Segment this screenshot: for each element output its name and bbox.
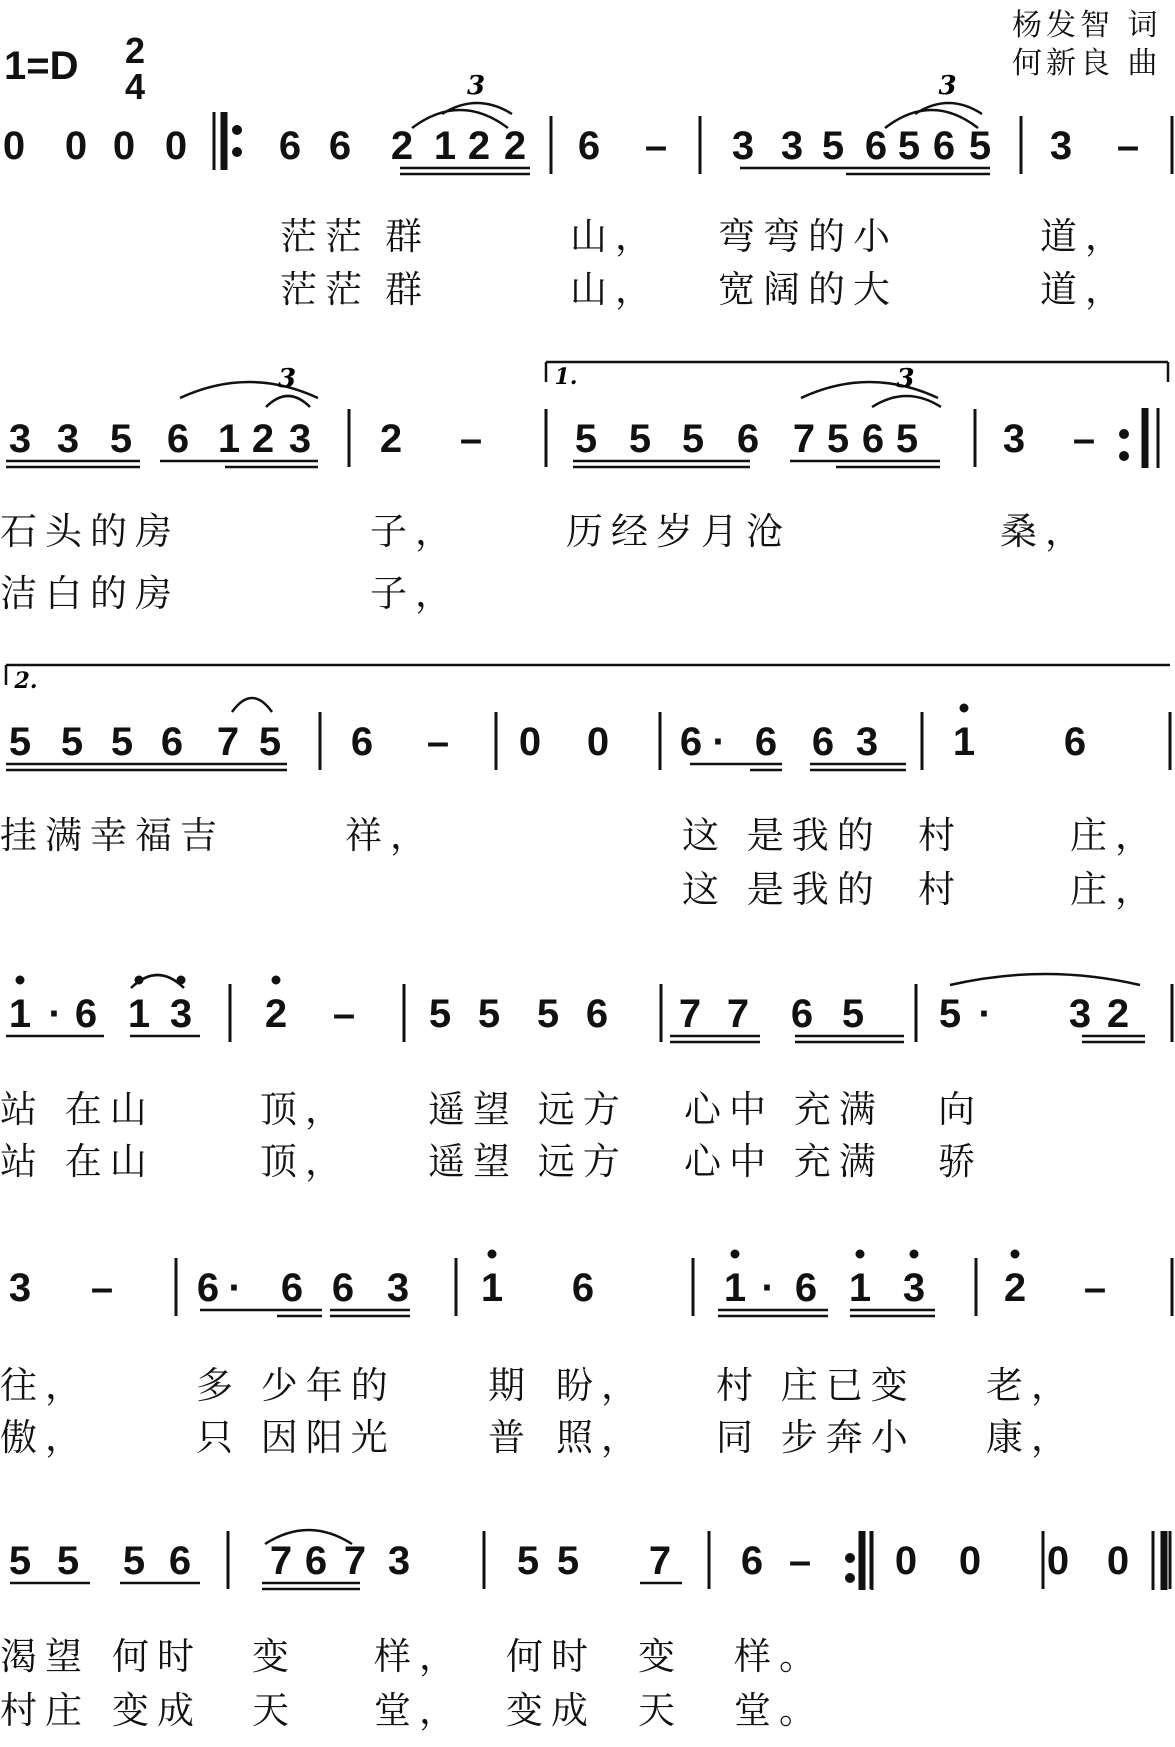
note: 5 <box>821 124 845 168</box>
lyric-syllable: 村 <box>918 868 963 911</box>
high-octave-dot <box>488 1250 497 1259</box>
note: 7 <box>343 1539 367 1583</box>
note: 0 <box>64 124 88 168</box>
note: 6 <box>166 417 190 461</box>
lyric-syllable: 道， <box>1040 215 1130 258</box>
lyric-syllable: 只 因阳光 <box>196 1416 396 1459</box>
lyric-syllable: 变成 <box>506 1689 596 1732</box>
note: 2 <box>503 124 527 168</box>
note: 6 <box>1063 720 1087 764</box>
note: 5 <box>841 992 865 1036</box>
key-signature: 1=D <box>4 44 79 88</box>
note: 2 <box>264 992 288 1036</box>
note: 0 <box>586 720 610 764</box>
lyric-syllable: 变 <box>252 1635 297 1678</box>
composer-credit: 何新良 曲 <box>1012 46 1162 81</box>
dash-sustain: – <box>426 720 450 764</box>
note: 5 <box>826 417 850 461</box>
note: 5 <box>897 124 921 168</box>
tuplet-number: 3 <box>938 71 957 101</box>
repeat-dot <box>845 1573 855 1583</box>
lyric-syllable: 向 <box>938 1088 983 1131</box>
slur <box>180 382 318 398</box>
lyric-syllable: 何时 <box>506 1635 596 1678</box>
note: 5 <box>122 1539 146 1583</box>
note: 6 <box>74 992 98 1036</box>
slur <box>950 974 1140 985</box>
high-octave-dot <box>16 976 25 985</box>
high-octave-dot <box>960 704 969 713</box>
lyric-syllable: 何时 <box>112 1635 202 1678</box>
volta-label: 2. <box>14 668 38 694</box>
note: 7 <box>216 720 240 764</box>
lyric-syllable: 道， <box>1040 268 1130 311</box>
lyric-syllable: 多 少年的 <box>196 1364 396 1407</box>
note: 6 <box>328 124 352 168</box>
lyric-syllable: 宽阔的大 <box>718 268 898 311</box>
note: 2 <box>390 124 414 168</box>
note: 5 <box>681 417 705 461</box>
note: 1 <box>952 720 976 764</box>
note: 1 <box>8 992 32 1036</box>
note: 3 <box>169 992 193 1036</box>
lyric-syllable: 子， <box>370 510 460 553</box>
note: 3 <box>1049 124 1073 168</box>
note: 3 <box>902 1266 926 1310</box>
high-octave-dot <box>135 976 144 985</box>
dash-sustain: – <box>1072 417 1096 461</box>
augmentation-dot: · <box>228 1266 242 1310</box>
slur <box>801 382 938 398</box>
lyric-syllable: 心中 充满 <box>684 1088 884 1131</box>
lyric-syllable: 祥， <box>345 814 435 857</box>
tuplet-number: 3 <box>277 364 297 394</box>
note: 2 <box>467 124 491 168</box>
note: 5 <box>428 992 452 1036</box>
note: 6 <box>280 1266 304 1310</box>
time-signature-bottom: 4 <box>124 66 146 107</box>
note: 5 <box>8 720 32 764</box>
note: 0 <box>112 124 136 168</box>
note: 1 <box>433 124 457 168</box>
repeat-dot <box>232 125 242 135</box>
lyric-syllable: 石头的房 <box>0 510 180 553</box>
dash-sustain: – <box>1083 1266 1107 1310</box>
lyric-syllable: 山， <box>570 268 660 311</box>
lyric-syllable: 站 在山 <box>0 1088 155 1131</box>
augmentation-dot: · <box>761 1266 775 1310</box>
lyric-syllable: 群 <box>385 268 430 311</box>
dash-sustain: – <box>788 1539 812 1583</box>
note: 3 <box>8 1266 32 1310</box>
note: 2 <box>379 417 403 461</box>
augmentation-dot: · <box>978 992 992 1036</box>
slur <box>232 698 272 712</box>
lyricist-credit: 杨发智 词 <box>1012 8 1162 43</box>
repeat-dot <box>1119 429 1129 439</box>
note: 6 <box>790 992 814 1036</box>
note: 7 <box>269 1539 293 1583</box>
lyric-syllable: 盼， <box>556 1364 646 1407</box>
note: 2 <box>1003 1266 1027 1310</box>
lyric-syllable: 顶， <box>260 1140 350 1183</box>
note: 5 <box>60 720 84 764</box>
dash-sustain: – <box>90 1266 114 1310</box>
repeat-dot <box>232 147 242 157</box>
high-octave-dot <box>856 1250 865 1259</box>
note: 1 <box>217 417 241 461</box>
note: 1 <box>480 1266 504 1310</box>
note: 1 <box>723 1266 747 1310</box>
lyric-syllable: 堂， <box>374 1689 464 1732</box>
note: 5 <box>8 1539 32 1583</box>
note: 7 <box>678 992 702 1036</box>
note: 5 <box>110 720 134 764</box>
lyric-syllable: 站 在山 <box>0 1140 155 1183</box>
note: 7 <box>648 1539 672 1583</box>
note: 3 <box>1002 417 1026 461</box>
note: 6 <box>932 124 956 168</box>
lyric-syllable: 变 <box>638 1635 683 1678</box>
lyric-syllable: 样， <box>374 1635 464 1678</box>
lyric-syllable: 天 <box>638 1689 683 1732</box>
high-octave-dot <box>272 976 281 985</box>
lyric-syllable: 群 <box>385 215 430 258</box>
note: 6 <box>331 1266 355 1310</box>
note: 3 <box>288 417 312 461</box>
dash-sustain: – <box>459 417 483 461</box>
lyric-syllable: 变成 <box>112 1689 202 1732</box>
note: 3 <box>855 720 879 764</box>
high-octave-dot <box>910 1250 919 1259</box>
note: 6 <box>571 1266 595 1310</box>
note: 0 <box>958 1539 982 1583</box>
note: 5 <box>938 992 962 1036</box>
tuplet-arc <box>872 396 941 407</box>
lyric-syllable: 村 <box>918 814 963 857</box>
lyric-syllable: 庄， <box>1070 868 1160 911</box>
dash-sustain: – <box>644 124 668 168</box>
lyric-syllable: 老， <box>986 1364 1076 1407</box>
note: 5 <box>574 417 598 461</box>
note: 6 <box>864 124 888 168</box>
note: 3 <box>56 417 80 461</box>
dash-sustain: – <box>1116 124 1140 168</box>
lyric-syllable: 渴望 <box>0 1635 90 1678</box>
note: 6 <box>754 720 778 764</box>
note: 0 <box>1106 1539 1130 1583</box>
lyric-syllable: 遥望 远方 <box>428 1088 628 1131</box>
note: 0 <box>164 124 188 168</box>
lyric-syllable: 历经岁月沧 <box>566 510 791 553</box>
repeat-dot <box>845 1553 855 1563</box>
tuplet-number: 3 <box>896 364 915 394</box>
note: 1 <box>848 1266 872 1310</box>
note: 0 <box>1046 1539 1070 1583</box>
time-signature-top: 2 <box>124 30 146 71</box>
lyric-syllable: 山， <box>570 215 660 258</box>
augmentation-dot: · <box>712 720 726 764</box>
note: 3 <box>387 1539 411 1583</box>
lyric-syllable: 天 <box>252 1689 297 1732</box>
note: 5 <box>56 1539 80 1583</box>
lyric-syllable: 这 是我的 <box>682 868 882 911</box>
high-octave-dot <box>177 976 186 985</box>
lyric-syllable: 茫茫 <box>280 215 370 258</box>
lyric-syllable: 子， <box>370 572 460 615</box>
lyric-syllable: 堂。 <box>734 1689 824 1732</box>
note: 3 <box>1068 992 1092 1036</box>
note: 3 <box>386 1266 410 1310</box>
lyric-syllable: 顶， <box>260 1088 350 1131</box>
note: 6 <box>736 417 760 461</box>
note: 7 <box>726 992 750 1036</box>
note: 6 <box>740 1539 764 1583</box>
note: 5 <box>477 992 501 1036</box>
note: 5 <box>895 417 919 461</box>
lyric-syllable: 心中 充满 <box>684 1140 884 1183</box>
note: 0 <box>894 1539 918 1583</box>
lyric-syllable: 普 <box>488 1416 533 1459</box>
lyric-syllable: 弯弯的小 <box>718 215 898 258</box>
note: 7 <box>792 417 816 461</box>
lyric-syllable: 同 步奔小 <box>716 1416 916 1459</box>
dash-sustain: – <box>332 992 356 1036</box>
lyric-syllable: 洁白的房 <box>0 572 180 615</box>
note: 5 <box>556 1539 580 1583</box>
lyric-syllable: 样。 <box>734 1635 824 1678</box>
lyric-syllable: 这 是我的 <box>682 814 882 857</box>
lyric-syllable: 遥望 远方 <box>428 1140 628 1183</box>
lyric-syllable: 庄， <box>1070 814 1160 857</box>
lyric-syllable: 茫茫 <box>280 268 370 311</box>
note: 6 <box>278 124 302 168</box>
note: 5 <box>536 992 560 1036</box>
lyric-syllable: 挂满幸福吉 <box>0 814 225 857</box>
augmentation-dot: · <box>48 992 62 1036</box>
lyric-syllable: 桑， <box>1000 510 1090 553</box>
note: 6 <box>168 1539 192 1583</box>
lyric-syllable: 骄 <box>938 1140 983 1183</box>
note: 2 <box>1106 992 1130 1036</box>
repeat-dot <box>1119 451 1129 461</box>
note: 6 <box>160 720 184 764</box>
note: 6 <box>585 992 609 1036</box>
note: 3 <box>780 124 804 168</box>
tuplet-arc <box>266 396 310 407</box>
note: 0 <box>518 720 542 764</box>
note: 5 <box>258 720 282 764</box>
note: 2 <box>251 417 275 461</box>
lyric-syllable: 照， <box>556 1416 646 1459</box>
note: 5 <box>109 417 133 461</box>
lyric-syllable: 村庄 <box>0 1689 90 1732</box>
note: 6 <box>350 720 374 764</box>
note: 6 <box>196 1266 220 1310</box>
note: 5 <box>628 417 652 461</box>
lyric-syllable: 期 <box>488 1364 533 1407</box>
note: 3 <box>731 124 755 168</box>
lyric-syllable: 村 庄已变 <box>716 1364 916 1407</box>
note: 6 <box>811 720 835 764</box>
note: 5 <box>968 124 992 168</box>
lyric-syllable: 康， <box>986 1416 1076 1459</box>
volta-label: 1. <box>554 364 578 390</box>
note: 6 <box>304 1539 328 1583</box>
lyric-syllable: 往， <box>0 1364 90 1407</box>
note: 6 <box>577 124 601 168</box>
high-octave-dot <box>731 1250 740 1259</box>
note: 5 <box>516 1539 540 1583</box>
note: 1 <box>127 992 151 1036</box>
note: 0 <box>2 124 26 168</box>
high-octave-dot <box>1011 1250 1020 1259</box>
tuplet-number: 3 <box>466 71 486 101</box>
note: 6 <box>794 1266 818 1310</box>
note: 6 <box>861 417 885 461</box>
lyric-syllable: 傲， <box>0 1416 90 1459</box>
note: 3 <box>8 417 32 461</box>
note: 6 <box>679 720 703 764</box>
